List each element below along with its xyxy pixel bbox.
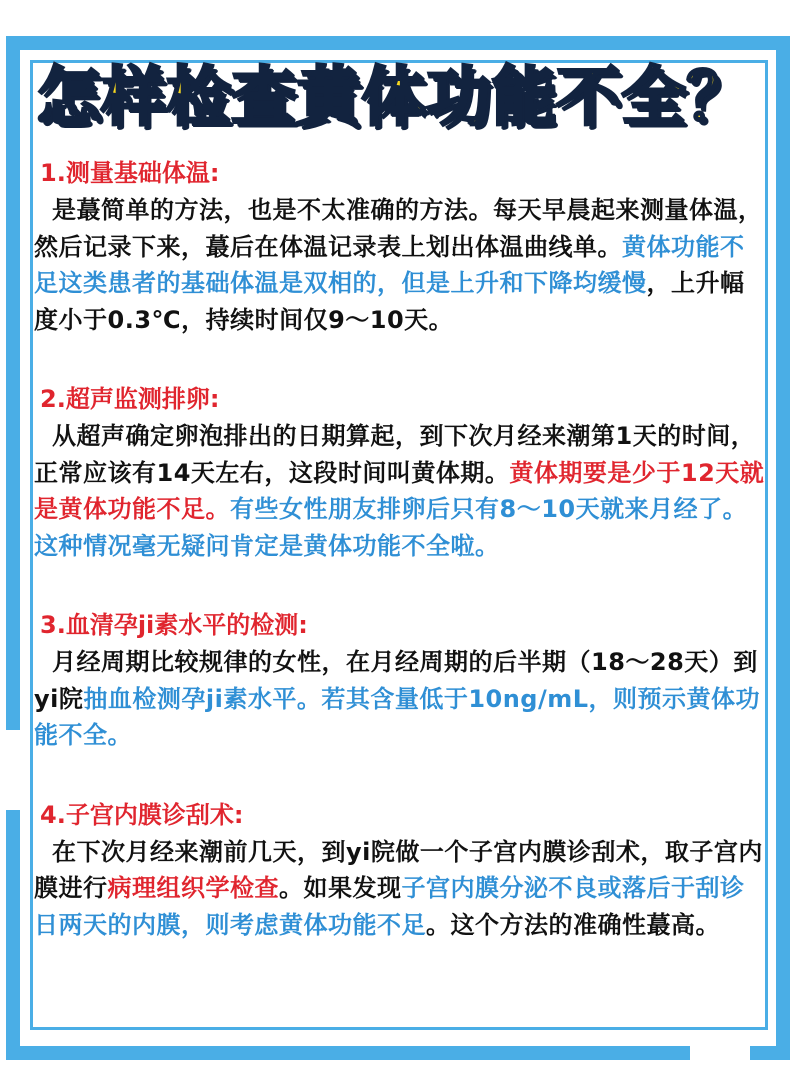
text-run: 在下次月经来潮前几天，到yi院做一个子宫内膜诊刮术，取子宫内膜进行: [34, 837, 763, 902]
highlight-run: 子宫内膜分泌不良或落后于刮诊日两天的内膜，则考虑黄体功能不足: [34, 874, 745, 939]
section-body: [34, 418, 766, 564]
frame-gap: [0, 730, 22, 810]
highlight-run: 抽血检测孕ji素水平。若其含量低于10ng/mL，则预示黄体功能不全。: [34, 684, 761, 749]
highlight-run: 病理组织学检查: [107, 874, 279, 902]
highlight-run: 黄体功能不足这类患者的基础体温是双相的，但是上升和下降均缓慢: [34, 232, 745, 297]
text-run: 从超声确定卵泡排出的日期算起，到下次月经来潮第1天的时间，正常应该有14天左右，这段时间叫黄体期。: [34, 422, 756, 487]
text-run: 月经周期比较规律的女性，在月经周期的后半期（18～28天）到yi院: [34, 648, 758, 713]
highlight-run: 有些女性朋友排卵后只有8～10天就来月经了。这种情况毫无疑问肯定是黄体功能不全啦。: [34, 495, 748, 560]
section-ultrasound: [34, 382, 766, 564]
section-heading: 4.子宫内膜诊刮术:: [40, 800, 244, 829]
section-heading: 2.超声监测排卵:: [40, 385, 220, 413]
text-run: 。这个方法的准确性蕞高。: [426, 910, 720, 939]
section-progesterone: [34, 608, 766, 754]
section-endometrial-biopsy: [34, 798, 766, 944]
section-heading: 3.血清孕ji素水平的检测:: [40, 611, 308, 639]
section-basal-temperature: [34, 156, 766, 338]
text-run: ，上升幅度小于0.3℃，持续时间仅9～10天。: [34, 269, 745, 334]
content: [34, 156, 766, 987]
highlight-run: 黄体期要是少于12天就是黄体功能不足。: [34, 458, 765, 523]
text-run: 。如果发现: [279, 874, 402, 902]
section-body: [34, 834, 766, 944]
section-body: [34, 644, 766, 754]
title-banner: [18, 40, 770, 144]
section-body: [34, 192, 766, 338]
page-title: 怎样检查黄体功能不全？: [36, 61, 752, 135]
section-heading: 1.测量基础体温:: [40, 159, 220, 187]
frame-gap: [690, 1040, 750, 1062]
text-run: 是蕞简单的方法，也是不太准确的方法。每天早晨起来测量体温，然后记录下来，蕞后在体温记录表上划出体温曲线单。: [34, 196, 763, 261]
